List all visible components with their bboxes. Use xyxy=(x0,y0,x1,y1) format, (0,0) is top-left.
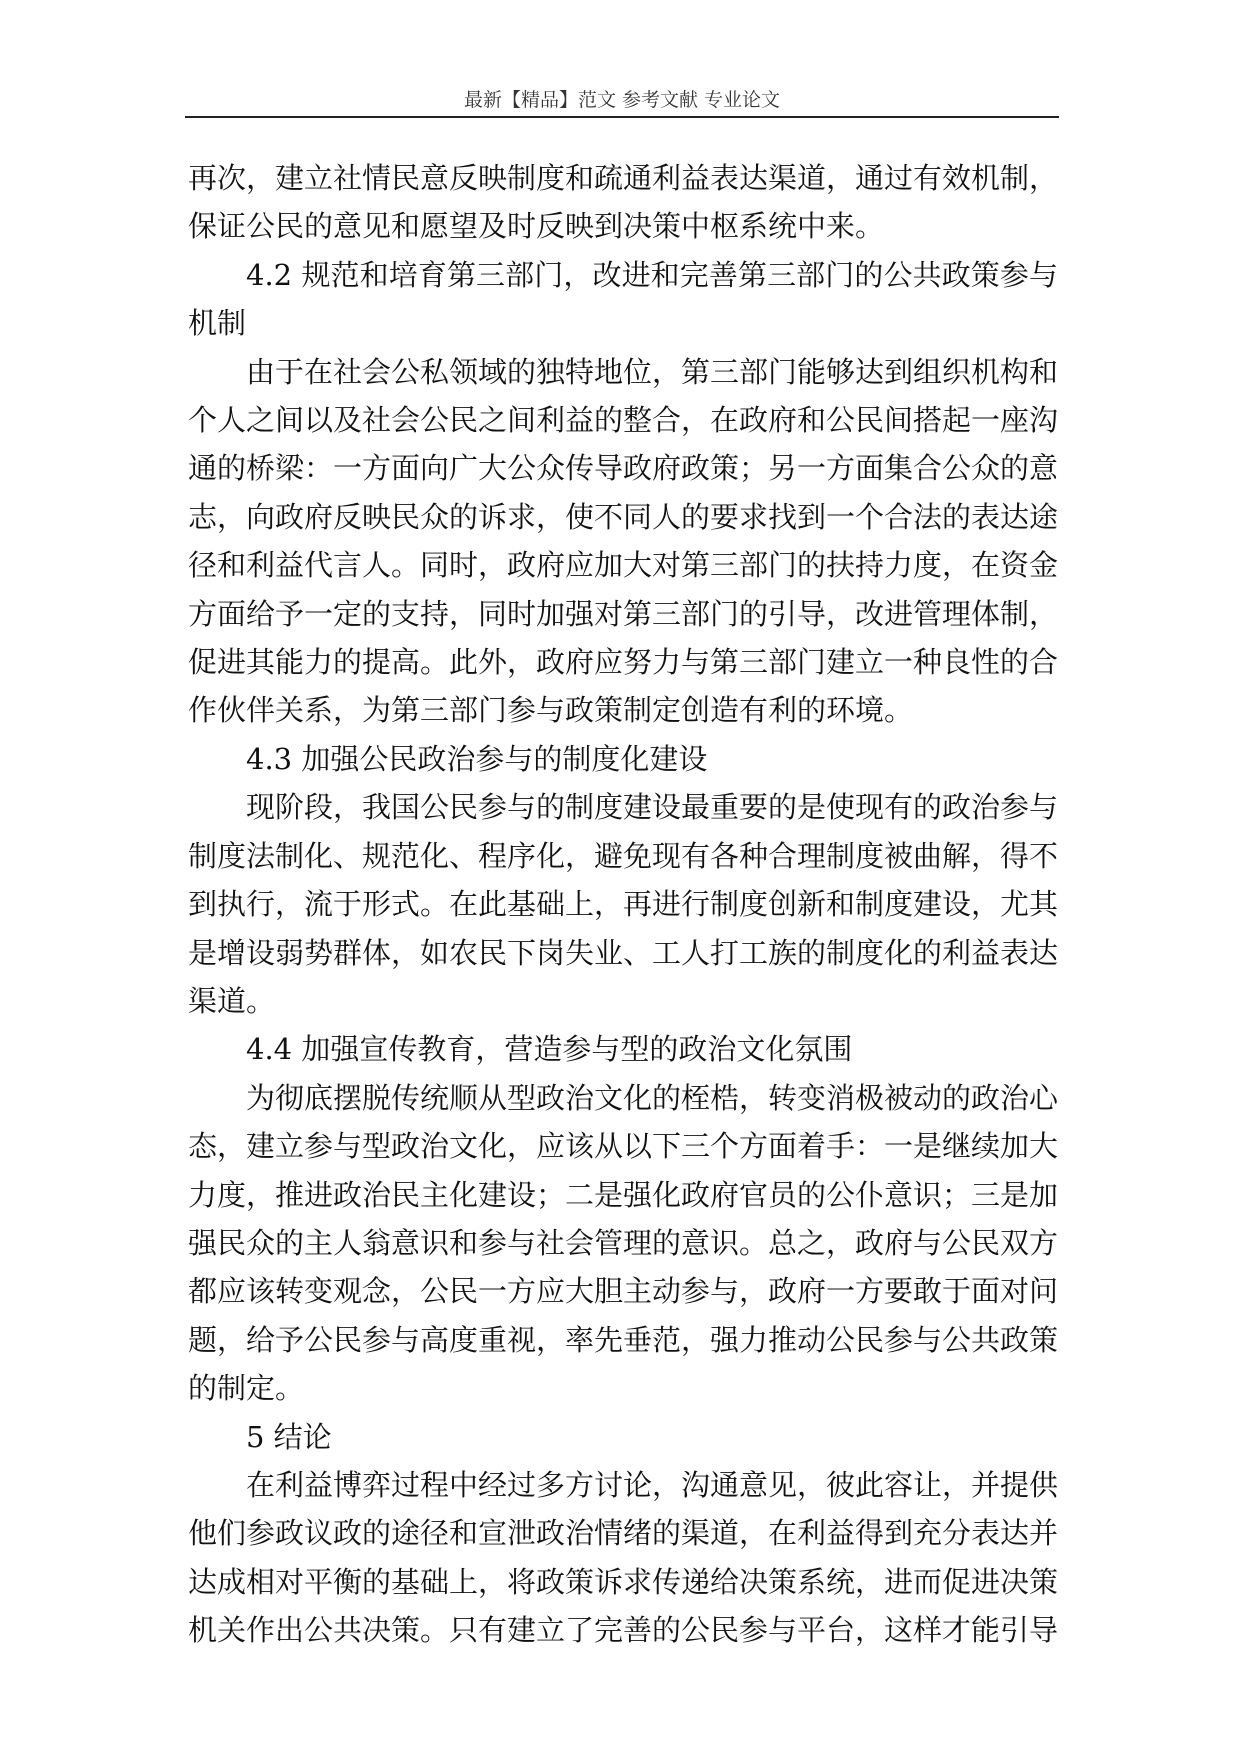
paragraph-political-culture: 为彻底摆脱传统顺从型政治文化的桎梏，转变消极被动的政治心态，建立参与型政治文化，应该从以下三个方面着手：一是继续加大力度，推进政治民主化建设；二是强化政府官员的公仆意识；三是加强民众的主人翁意识和参与社会管理的意识。总之，政府与公民双方都应该转变观念，公民一方应大胆主动参与，政府一方要敢于面对问题，给予公民参与高度重视，率先垂范，强力推动公民参与公共政策的制定。 xyxy=(188,1080,1059,1406)
section-heading-4-2: 4.2 规范和培育第三部门，改进和完善第三部门的公共政策参与机制 xyxy=(188,257,1058,341)
paragraph-institutionalization: 现阶段，我国公民参与的制度建设最重要的是使现有的政治参与制度法制化、规范化、程序化，避免现有各种合理制度被曲解，得不到执行，流于形式。在此基础上，再进行制度创新和制度建设，尤其是增设弱势群体，如农民下岗失业、工人打工族的制度化的利益表达渠道。 xyxy=(188,790,1059,1018)
paragraph-third-sector: 由于在社会公私领域的独特地位，第三部门能够达到组织机构和个人之间以及社会公民之间利益的整合，在政府和公民间搭起一座沟通的桥梁：一方面向广大公众传导政府政策；另一方面集合公众的意志，向政府反映民众的诉求，使不同人的要求找到一个合法的表达途径和利益代言人。同时，政府应加大对第三部门的扶持力度，在资金方面给予一定的支持，同时加强对第三部门的引导，改进管理体制，促进其能力的提高。此外，政府应努力与第三部门建立一种良性的合作伙伴关系，为第三部门参与政策制定创造有利的环境。 xyxy=(188,354,1059,728)
section-heading-4-4: 4.4 加强宣传教育，营造参与型的政治文化氛围 xyxy=(246,1032,853,1067)
paragraph-intro: 再次，建立社情民意反映制度和疏通利益表达渠道，通过有效机制，保证公民的意见和愿望及时反映到决策中枢系统中来。 xyxy=(188,161,1059,244)
header-divider xyxy=(185,116,1059,118)
section-heading-4-3: 4.3 加强公民政治参与的制度化建设 xyxy=(246,741,708,776)
paragraph-conclusion: 在利益博弈过程中经过多方讨论，沟通意见，彼此容让，并提供他们参政议政的途径和宣泄政治情绪的渠道，在利益得到充分表达并达成相对平衡的基础上，将政策诉求传递给决策系统，进而促进决策机关作出公共决策。只有建立了完善的公民参与平台，这样才能引导 xyxy=(188,1467,1059,1648)
page-header: 最新【精品】范文 参考文献 专业论文 xyxy=(463,89,781,111)
document-body xyxy=(188,154,1058,1655)
section-heading-5: 5 结论 xyxy=(246,1419,332,1454)
